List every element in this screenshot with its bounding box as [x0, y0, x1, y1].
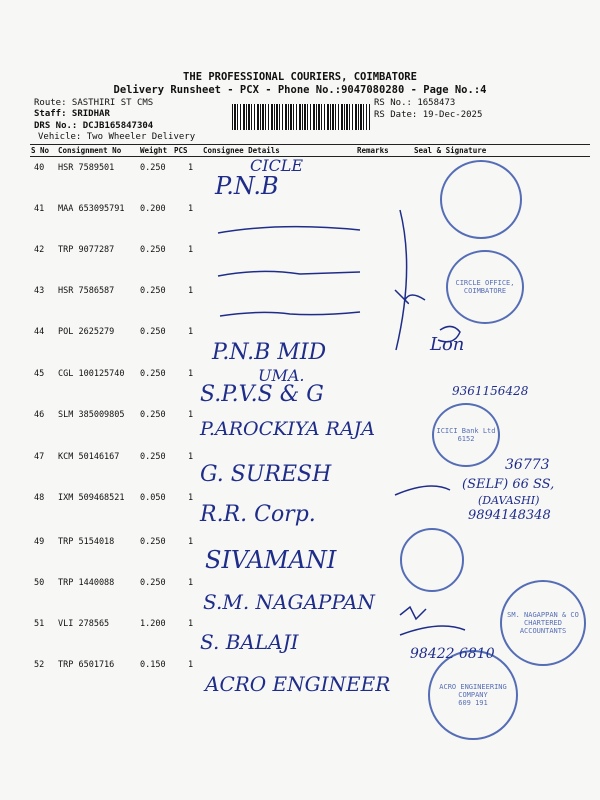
runsheet-subtitle: Delivery Runsheet - PCX - Phone No.:9047080280 - Page No.:4	[113, 84, 487, 96]
handwritten-name: P.N.B MID	[212, 340, 327, 365]
pcs: 1	[188, 204, 194, 214]
col-consignment: Consignment No	[58, 146, 122, 155]
weight: 0.250	[140, 163, 166, 173]
company-title: THE PROFESSIONAL COURIERS, COIMBATORE	[183, 71, 417, 83]
vehicle-info: Vehicle: Two Wheeler Delivery	[38, 132, 196, 142]
pcs: 1	[188, 286, 194, 296]
col-pcs: PCS	[174, 146, 188, 155]
table-row: 40	[34, 163, 45, 173]
weight: 0.050	[140, 493, 166, 503]
weight: 0.250	[140, 410, 166, 420]
table-row: 46	[34, 410, 45, 420]
consignment-no: TRP 5154018	[58, 537, 115, 547]
weight: 1.200	[140, 619, 166, 629]
table-row: 41	[34, 204, 45, 214]
pcs: 1	[188, 578, 194, 588]
consignment-no: VLI 278565	[58, 619, 110, 629]
consignment-no: TRP 1440088	[58, 578, 115, 588]
consignment-no: HSR 7589501	[58, 163, 115, 173]
handwritten-phone: (DAVASHI)	[478, 494, 540, 507]
handwritten-phone: 98422 6810	[410, 646, 495, 662]
pcs: 1	[188, 660, 194, 670]
ca-stamp: SM. NAGAPPAN & CO CHARTERED ACCOUNTANTS	[500, 580, 586, 666]
pcs: 1	[188, 619, 194, 629]
consignment-no: TRP 6501716	[58, 660, 115, 670]
handwritten-phone: 36773	[505, 457, 550, 473]
weight: 0.250	[140, 286, 166, 296]
circle-office-stamp: CIRCLE OFFICE, COIMBATORE	[446, 250, 524, 324]
barcode-icon	[232, 104, 370, 130]
handwritten-name: UMA.	[258, 366, 305, 385]
col-sno: S No	[31, 146, 50, 155]
table-row: 47	[34, 452, 45, 462]
weight: 0.250	[140, 452, 166, 462]
col-consignee: Consignee Details	[203, 146, 280, 155]
col-seal: Seal & Signature	[414, 146, 487, 155]
handwritten-name: S. BALAJI	[200, 630, 299, 654]
staff-info: Staff: SRIDHAR	[34, 109, 110, 119]
consignment-no: SLM 385009805	[58, 410, 125, 420]
table-row: 42	[34, 245, 45, 255]
table-row: 48	[34, 493, 45, 503]
handwritten-phone: 9894148348	[468, 508, 551, 523]
pcs: 1	[188, 452, 194, 462]
handwritten-name: G. SURESH	[200, 462, 332, 487]
handwritten-phone: 9361156428	[452, 384, 529, 398]
handwritten-name: P.N.B	[215, 172, 279, 200]
table-row: 44	[34, 327, 45, 337]
pcs: 1	[188, 410, 194, 420]
table-row: 51	[34, 619, 45, 629]
consignment-no: MAA 653095791	[58, 204, 125, 214]
icici-stamp: ICICI Bank Ltd 6152	[432, 403, 500, 467]
table-top-rule	[30, 144, 590, 145]
pcs: 1	[188, 163, 194, 173]
handwritten-name: S.P.V.S & G	[200, 382, 324, 407]
handwritten-name: S.M. NAGAPPAN	[203, 590, 375, 614]
handwritten-name: R.R. Corp.	[200, 502, 316, 527]
table-row: 43	[34, 286, 45, 296]
bank-stamp	[440, 160, 522, 239]
weight: 0.250	[140, 578, 166, 588]
handwritten-name: SIVAMANI	[205, 546, 337, 574]
col-weight: Weight	[140, 146, 168, 155]
weight: 0.250	[140, 245, 166, 255]
consignment-no: IXM 509468521	[58, 493, 125, 503]
weight: 0.250	[140, 537, 166, 547]
rs-date: RS Date: 19-Dec-2025	[374, 110, 483, 120]
rs-number: RS No.: 1658473	[374, 98, 456, 108]
pcs: 1	[188, 493, 194, 503]
weight: 0.250	[140, 369, 166, 379]
pcs: 1	[188, 537, 194, 547]
weight: 0.200	[140, 204, 166, 214]
consignment-no: POL 2625279	[58, 327, 115, 337]
weight: 0.150	[140, 660, 166, 670]
consignment-no: HSR 7586587	[58, 286, 115, 296]
handwritten-phone: (SELF) 66 SS,	[462, 477, 555, 492]
consignment-no: KCM 50146167	[58, 452, 120, 462]
drs-number: DRS No.: DCJB165847304	[34, 121, 154, 131]
pcs: 1	[188, 327, 194, 337]
table-row: 52	[34, 660, 45, 670]
table-row: 45	[34, 369, 45, 379]
handwritten-name: CICLE	[250, 156, 304, 175]
route-info: Route: SASTHIRI ST CMS	[34, 98, 154, 108]
col-remarks: Remarks	[357, 146, 389, 155]
consignment-no: TRP 9077287	[58, 245, 115, 255]
svg-text:Lon: Lon	[430, 334, 465, 355]
handwritten-name: P.AROCKIYA RAJA	[200, 418, 376, 440]
handwritten-name: ACRO ENGINEER	[205, 672, 391, 696]
weight: 0.250	[140, 327, 166, 337]
company-stamp	[400, 528, 464, 592]
pcs: 1	[188, 369, 194, 379]
table-row: 49	[34, 537, 45, 547]
table-row: 50	[34, 578, 45, 588]
consignment-no: CGL 100125740	[58, 369, 125, 379]
pcs: 1	[188, 245, 194, 255]
acro-stamp: ACRO ENGINEERING COMPANY 609 191	[428, 650, 518, 740]
